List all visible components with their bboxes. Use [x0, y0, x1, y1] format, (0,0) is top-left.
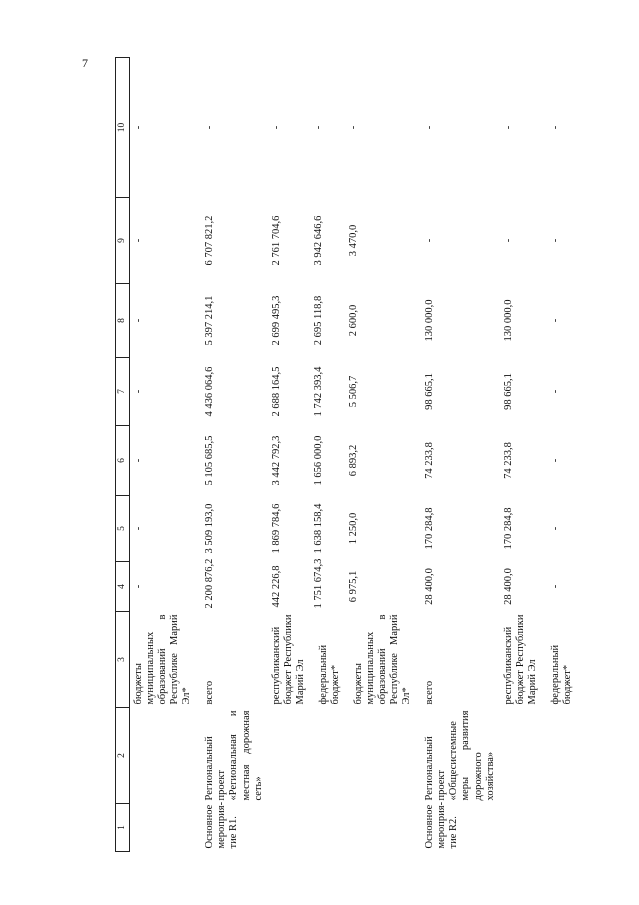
cell-value: 2 688 164,5: [270, 366, 282, 417]
budget-table: [115, 57, 577, 852]
cell-value: 98 665,1: [502, 373, 514, 410]
column-header: 8: [116, 284, 130, 358]
column-header: 5: [116, 496, 130, 562]
cell-funding-source: республиканский бюджет Республики Марий Эл: [502, 614, 538, 705]
cell-value: -: [270, 125, 282, 130]
cell-value: 74 233,8: [502, 442, 514, 479]
cell-value: -: [133, 526, 144, 531]
cell-value: 2 699 495,3: [270, 295, 282, 346]
cell-event: [130, 804, 197, 852]
cell-value: -: [549, 458, 561, 463]
cell-value: -: [502, 125, 514, 130]
cell-value: 3 470,0: [347, 224, 359, 257]
column-header: 3: [116, 612, 130, 708]
cell-value: 1 250,0: [347, 512, 359, 545]
cell-value: 170 284,8: [424, 507, 436, 550]
cell-project: [310, 708, 345, 804]
cell-project: [268, 708, 310, 804]
cell-project: [542, 708, 577, 804]
cell-value: 130 000,0: [502, 299, 514, 342]
cell-value: -: [133, 458, 144, 463]
cell-value: -: [549, 318, 561, 323]
cell-value: -: [133, 238, 144, 243]
column-header: 4: [116, 562, 130, 612]
cell-value: -: [502, 238, 514, 243]
cell-funding-source: федеральный бюджет*: [317, 644, 341, 705]
cell-value: 5 397 214,1: [204, 295, 216, 346]
cell-value: 5 506,7: [347, 375, 359, 408]
cell-funding-source: всего: [204, 680, 216, 705]
cell-value: -: [347, 125, 359, 130]
table-row: [416, 58, 499, 852]
cell-value: -: [133, 318, 144, 323]
column-header: 10: [116, 58, 130, 198]
cell-value: 442 226,8: [270, 565, 282, 608]
cell-value: 6 975,1: [347, 570, 359, 603]
table-row: [268, 58, 310, 852]
cell-value: 130 000,0: [424, 299, 436, 342]
cell-value: -: [204, 125, 216, 130]
cell-project: Региональный проект «Региональная и местная дорожная сеть»: [204, 710, 264, 801]
cell-value: 1 638 158,4: [312, 503, 324, 554]
cell-value: 2 695 118,8: [312, 295, 324, 346]
cell-funding-source: республиканский бюджет Республики Марий Эл: [270, 614, 306, 705]
cell-event: [542, 804, 577, 852]
cell-value: -: [133, 389, 144, 394]
cell-value: -: [133, 584, 144, 589]
cell-project: [500, 708, 542, 804]
cell-project: [345, 708, 416, 804]
cell-value: 1 751 674,3: [312, 558, 324, 609]
cell-value: -: [549, 238, 561, 243]
cell-value: -: [424, 125, 436, 130]
table-row: [542, 58, 577, 852]
cell-value: 170 284,8: [502, 507, 514, 550]
cell-value: -: [549, 526, 561, 531]
cell-event: Основное мероприя-тие R2.: [424, 801, 460, 849]
cell-value: -: [424, 238, 436, 243]
cell-value: 1 742 393,4: [312, 366, 324, 417]
table-row: [345, 58, 416, 852]
cell-funding-source: бюджеты муниципальных образований в Республике Марий Эл*: [133, 614, 193, 705]
cell-event: Основное мероприя-тие R1.: [204, 801, 240, 849]
cell-value: 5 105 685,5: [204, 435, 216, 486]
cell-value: 6 707 821,2: [204, 215, 216, 266]
cell-project: Региональный проект «Общесистемные меры развития дорожного хозяйства»: [424, 710, 496, 801]
cell-value: 2 600,0: [347, 304, 359, 337]
cell-value: -: [133, 125, 144, 130]
cell-value: 2 200 876,2: [204, 558, 216, 609]
cell-value: 1 656 000,0: [312, 435, 324, 486]
table-row: [196, 58, 267, 852]
column-header: 9: [116, 198, 130, 284]
cell-event: [268, 804, 310, 852]
cell-value: 3 942 646,6: [312, 215, 324, 266]
cell-value: 4 436 064,6: [204, 366, 216, 417]
column-header: 7: [116, 358, 130, 426]
table-row: [500, 58, 542, 852]
cell-value: 1 869 784,6: [270, 503, 282, 554]
cell-value: 98 665,1: [424, 373, 436, 410]
cell-funding-source: всего: [424, 680, 436, 705]
cell-value: 3 509 193,0: [204, 503, 216, 554]
column-header: 2: [116, 708, 130, 804]
cell-value: 3 442 792,3: [270, 435, 282, 486]
rotated-table-container: [115, 58, 573, 852]
cell-value: -: [549, 584, 561, 589]
cell-project: [130, 708, 197, 804]
table-body: [130, 58, 577, 852]
cell-event: [345, 804, 416, 852]
cell-value: -: [312, 125, 324, 130]
cell-value: 74 233,8: [424, 442, 436, 479]
page-number: 7: [82, 56, 88, 70]
cell-event: [310, 804, 345, 852]
column-header: 1: [116, 804, 130, 852]
column-header: 6: [116, 426, 130, 496]
cell-value: 28 400,0: [424, 568, 436, 605]
cell-value: 2 761 704,6: [270, 215, 282, 266]
table-header: [116, 58, 130, 852]
cell-value: -: [549, 125, 561, 130]
cell-value: 28 400,0: [502, 568, 514, 605]
table-row: [310, 58, 345, 852]
cell-value: 6 893,2: [347, 444, 359, 477]
cell-funding-source: бюджеты муниципальных образований в Республике Марий Эл*: [352, 614, 413, 705]
table-row: [130, 58, 197, 852]
cell-value: -: [549, 389, 561, 394]
cell-event: [500, 804, 542, 852]
cell-funding-source: федеральный бюджет*: [549, 644, 573, 705]
